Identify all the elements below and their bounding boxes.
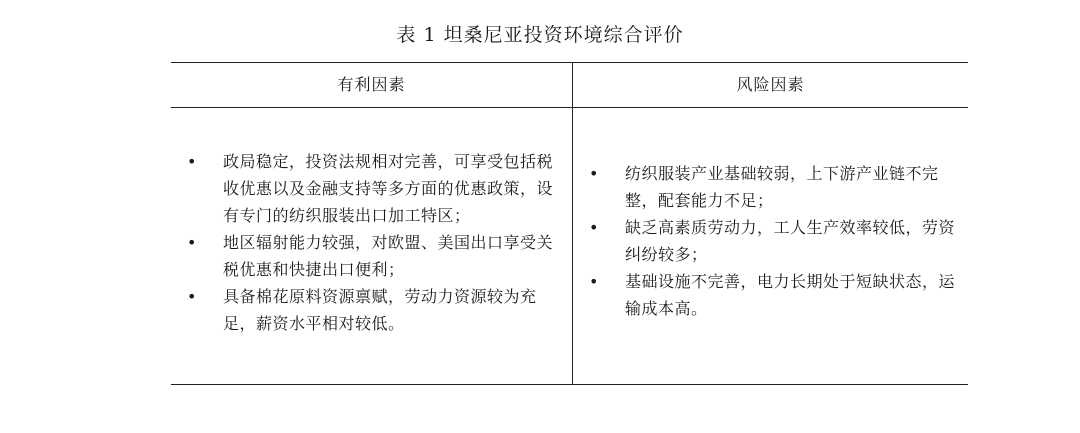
risk-factor-text: 缺乏高素质劳动力，工人生产效率较低，劳资纠纷较多； xyxy=(625,218,956,264)
list-item xyxy=(187,283,569,337)
table-caption: 表 1 坦桑尼亚投资环境综合评价 xyxy=(396,24,684,46)
column-divider xyxy=(572,62,573,385)
risk-factor-text: 基础设施不完善，电力长期处于短缺状态，运输成本高。 xyxy=(625,272,956,318)
bullet-icon: • xyxy=(589,164,599,183)
favorable-factor-text: 政局稳定，投资法规相对完善，可享受包括税收优惠以及金融支持等多方面的优惠政策，设有专门的纺织服装出口加工特区； xyxy=(223,152,554,225)
risk-factor-text: 纺织服装产业基础较弱，上下游产业链不完整，配套能力不足； xyxy=(625,164,939,210)
list-item xyxy=(187,229,569,283)
list-item xyxy=(589,214,965,268)
favorable-factors-list xyxy=(187,148,567,337)
bullet-icon: • xyxy=(187,152,197,171)
list-item xyxy=(589,268,965,322)
list-item xyxy=(589,160,965,214)
investment-evaluation-table xyxy=(171,62,968,386)
bullet-icon: • xyxy=(187,287,197,306)
favorable-factor-text: 地区辐射能力较强，对欧盟、美国出口享受关税优惠和快捷出口便利； xyxy=(223,233,554,279)
header-favorable-factors: 有利因素 xyxy=(337,75,406,94)
bullet-icon: • xyxy=(589,272,599,291)
favorable-factor-text: 具备棉花原料资源禀赋，劳动力资源较为充足，薪资水平相对较低。 xyxy=(223,287,537,333)
table-bottom-rule xyxy=(171,384,968,385)
bullet-icon: • xyxy=(589,218,599,237)
bullet-icon: • xyxy=(187,233,197,252)
risk-factors-list xyxy=(589,160,961,322)
header-risk-factors: 风险因素 xyxy=(736,75,805,94)
table-header-rule xyxy=(171,107,968,108)
list-item xyxy=(187,148,569,229)
